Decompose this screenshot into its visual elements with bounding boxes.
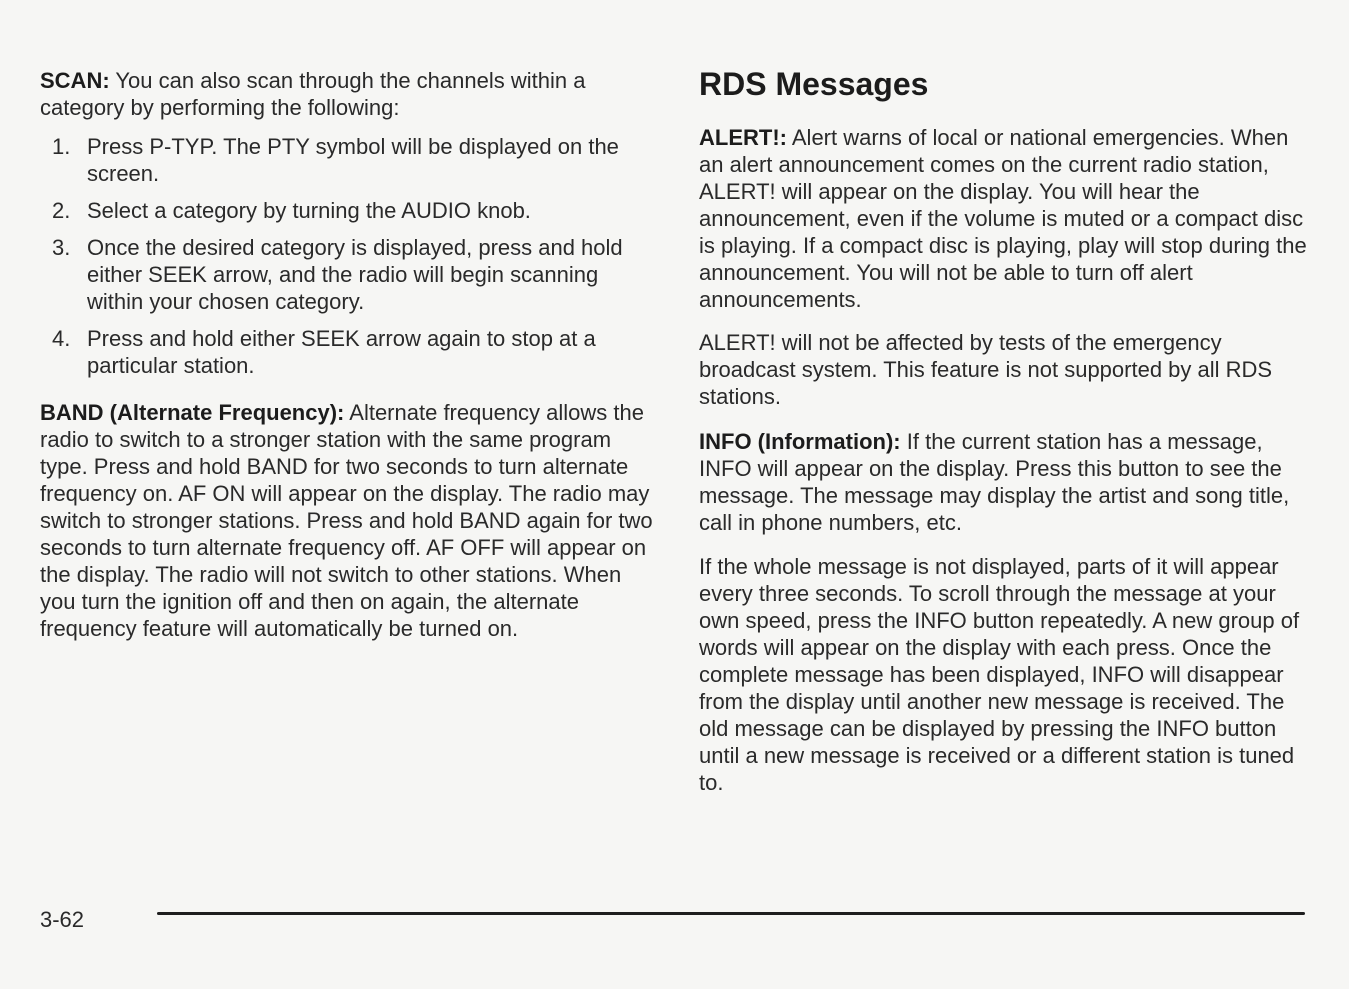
list-item: [40, 234, 655, 315]
step-text: Once the desired category is displayed, press and hold either SEEK arrow, and the radio will begin scanning within your chosen category.: [87, 235, 623, 314]
alert-label: ALERT!:: [699, 125, 787, 150]
info-note-paragraph: If the whole message is not displayed, parts of it will appear every three seconds. To scroll through the message at your own speed, press the INFO button repeatedly. A new group of words will appear on the display with each press. Once the complete message has been displayed, INFO will disappear from the display until another new message is received. The old message can be displayed by pressing the INFO button until a new message is received or a different station is tuned to.: [699, 554, 1300, 795]
footer-rule: [157, 912, 1305, 915]
alert-paragraph: [699, 124, 1309, 313]
step-number: 3.: [52, 235, 71, 260]
scan-steps-list: [40, 133, 655, 389]
step-text: Select a category by turning the AUDIO knob.: [87, 198, 531, 223]
alert-text: Alert warns of local or national emergencies. When an alert announcement comes on the current radio station, ALERT! will appear on the display. You will hear the announcement, even if the volume is muted or a compact disc is playing. If a compact disc is playing, play will stop during the announcement. You will not be able to turn off alert announcements.: [699, 125, 1307, 312]
alert-note-paragraph: ALERT! will not be affected by tests of the emergency broadcast system. This feature is not supported by all RDS stations.: [699, 330, 1273, 409]
info-text: If the current station has a message, INFO will appear on the display. Press this button to see the message. The message may display the artist and song title, call in phone numbers, etc.: [699, 429, 1290, 535]
scan-text: You can also scan through the channels within a category by performing the following:: [40, 68, 586, 120]
band-label: BAND (Alternate Frequency):: [40, 400, 345, 425]
step-text: Press P-TYP. The PTY symbol will be displayed on the screen.: [87, 134, 619, 186]
info-label: INFO (Information):: [699, 429, 901, 454]
list-item: [40, 133, 655, 187]
scan-label: SCAN:: [40, 68, 110, 93]
band-paragraph: [40, 399, 655, 642]
section-heading: RDS Messages: [699, 66, 929, 102]
page-number: 3-62: [40, 907, 85, 932]
step-number: 1.: [52, 134, 71, 159]
step-text: Press and hold either SEEK arrow again to stop at a particular station.: [87, 326, 596, 378]
step-number: 4.: [52, 326, 71, 351]
band-text: Alternate frequency allows the radio to switch to a stronger station with the same program type. Press and hold BAND for two seconds to turn alternate frequency on. AF ON will appear on the display. The radio may switch to stronger stations. Press and hold BAND again for two seconds to turn alternate frequency off. AF OFF will appear on the display. The radio will not switch to other stations. When you turn the ignition off and then on again, the alternate frequency feature will automatically be turned on.: [40, 400, 653, 641]
scan-paragraph: [40, 67, 655, 121]
list-item: [40, 325, 655, 379]
info-paragraph: [699, 428, 1309, 536]
step-number: 2.: [52, 198, 71, 223]
list-item: [40, 197, 655, 224]
